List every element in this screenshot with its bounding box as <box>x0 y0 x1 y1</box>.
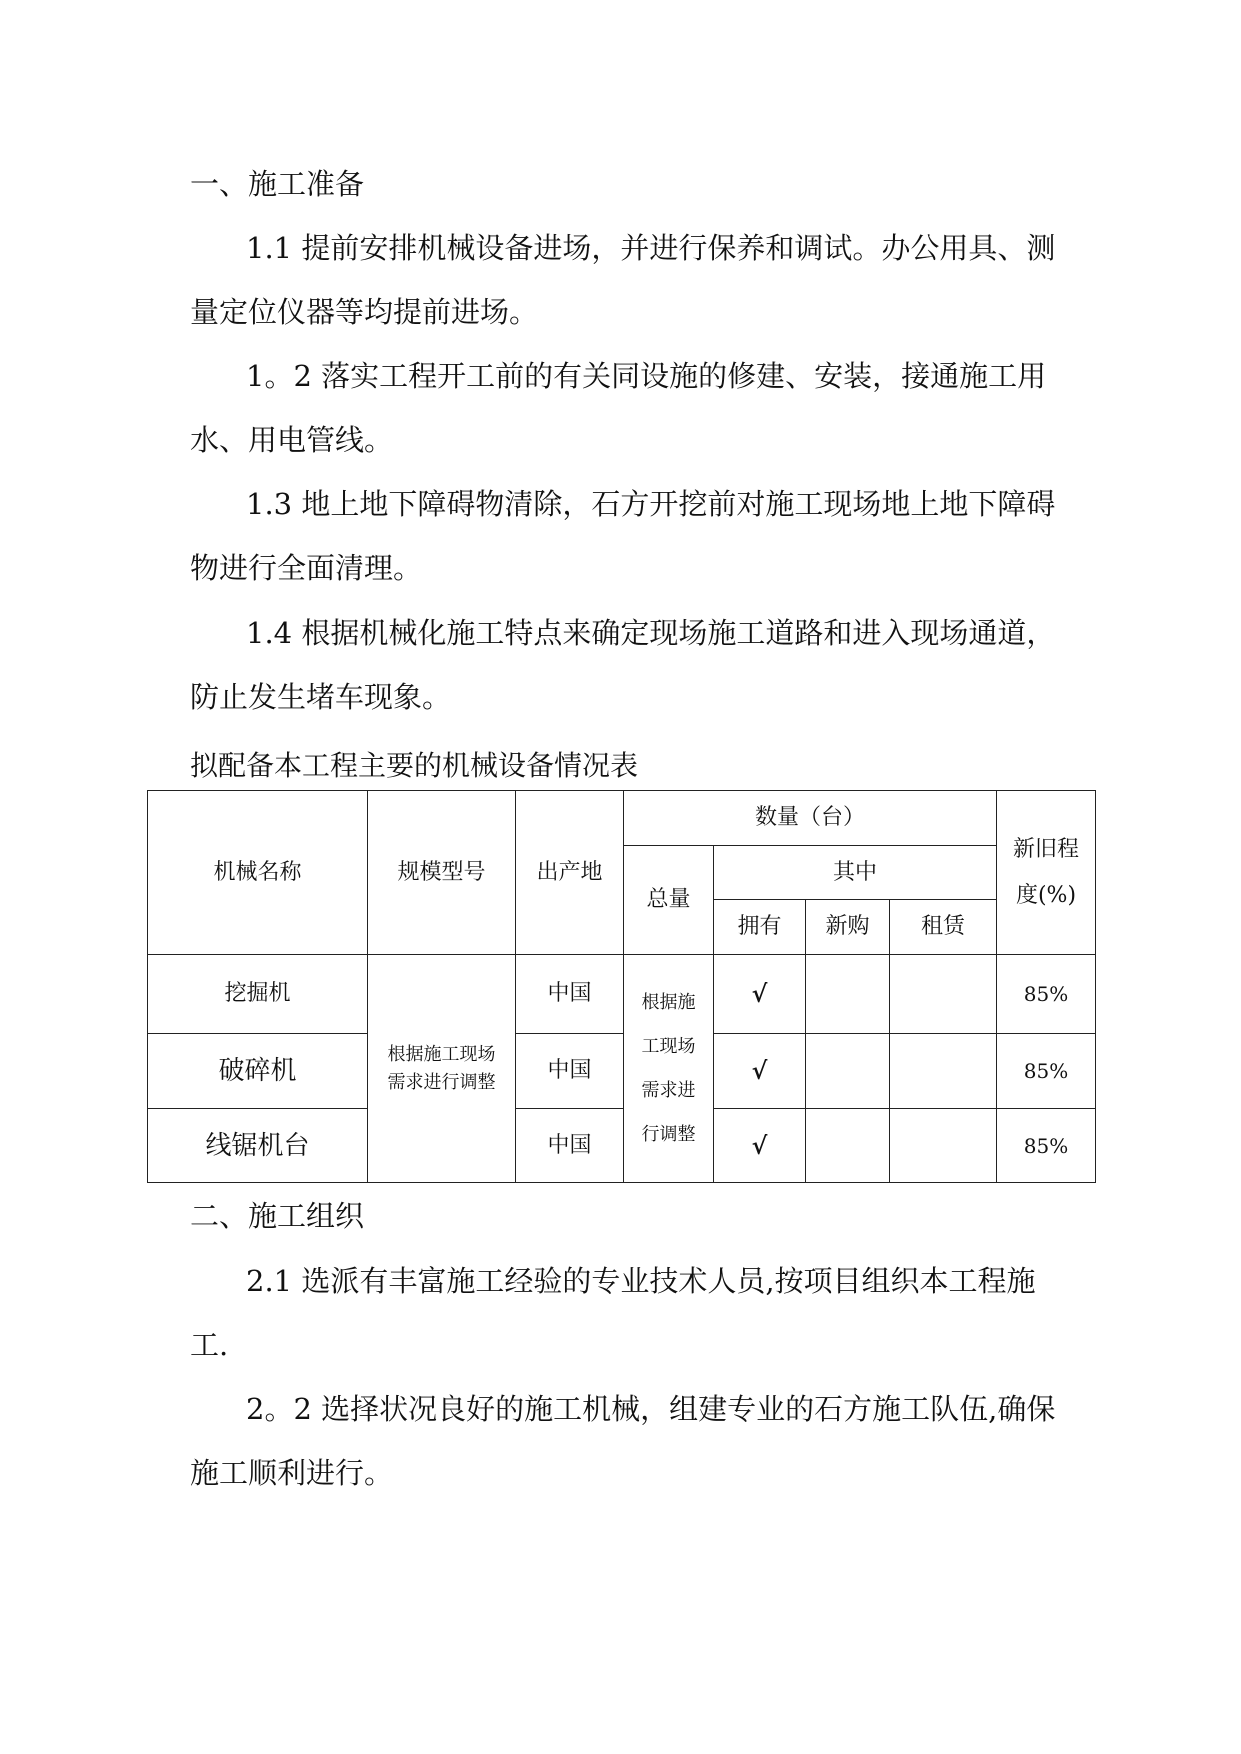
row-1-condition: 85% <box>997 955 1096 1034</box>
model-note <box>368 955 516 1183</box>
total-note-line-4: 行调整 <box>641 1123 696 1145</box>
section-1-heading: 一、施工准备 <box>190 167 365 201</box>
header-condition <box>997 791 1096 955</box>
item-1-3-line-2: 物进行全面清理。 <box>190 551 423 585</box>
table-row <box>148 1034 1096 1109</box>
header-total: 总量 <box>624 846 714 955</box>
model-note-line-2: 需求进行调整 <box>387 1071 496 1093</box>
header-condition-line-2: 度(%) <box>1015 882 1077 908</box>
item-1-2-line-1: 1。2 落实工程开工前的有关同设施的修建、安装，接通施工用 <box>246 359 1047 393</box>
header-origin: 出产地 <box>516 791 624 955</box>
row-3-origin: 中国 <box>516 1109 624 1183</box>
item-1-3-line-1: 1.3 地上地下障碍物清除，石方开挖前对施工现场地上地下障碍 <box>246 487 1056 521</box>
row-2-owned-check: √ <box>714 1034 806 1109</box>
row-3-leased <box>890 1109 997 1183</box>
header-of-which: 其中 <box>714 846 997 900</box>
row-2-leased <box>890 1034 997 1109</box>
row-3-owned-check: √ <box>714 1109 806 1183</box>
row-1-name: 挖掘机 <box>148 955 368 1034</box>
item-2-2-line-1: 2。2 选择状况良好的施工机械，组建专业的石方施工队伍,确保 <box>246 1392 1056 1426</box>
total-note <box>624 955 714 1183</box>
total-note-line-2: 工现场 <box>641 1035 696 1057</box>
row-1-new <box>806 955 890 1034</box>
section-2-heading: 二、施工组织 <box>190 1199 365 1233</box>
header-machine-name: 机械名称 <box>148 791 368 955</box>
header-quantity: 数量（台） <box>624 791 997 846</box>
item-1-1-line-1: 1.1 提前安排机械设备进场，并进行保养和调试。办公用具、测 <box>246 231 1056 265</box>
table-row <box>148 955 1096 1034</box>
header-model: 规模型号 <box>368 791 516 955</box>
row-2-name: 破碎机 <box>148 1034 368 1109</box>
item-1-4-line-2: 防止发生堵车现象。 <box>190 680 452 714</box>
item-1-2-line-2: 水、用电管线。 <box>190 423 394 457</box>
model-note-line-1: 根据施工现场 <box>387 1043 496 1065</box>
table-row <box>148 1109 1096 1183</box>
item-2-1-line-2: 工. <box>190 1328 229 1362</box>
item-2-2-line-2: 施工顺利进行。 <box>190 1456 394 1490</box>
row-2-origin: 中国 <box>516 1034 624 1109</box>
total-note-line-1: 根据施 <box>641 991 696 1013</box>
header-condition-line-1: 新旧程 <box>1013 836 1080 862</box>
table-caption: 拟配备本工程主要的机械设备情况表 <box>190 749 639 782</box>
row-3-name: 线锯机台 <box>148 1109 368 1183</box>
item-1-4-line-1: 1.4 根据机械化施工特点来确定现场施工道路和进入现场通道， <box>246 616 1056 650</box>
item-1-1-line-2: 量定位仪器等均提前进场。 <box>190 295 539 329</box>
row-2-condition: 85% <box>997 1034 1096 1109</box>
total-note-line-3: 需求进 <box>641 1079 696 1101</box>
header-owned: 拥有 <box>714 900 806 955</box>
row-1-owned-check: √ <box>714 955 806 1034</box>
row-3-new <box>806 1109 890 1183</box>
header-new: 新购 <box>806 900 890 955</box>
header-leased: 租赁 <box>890 900 997 955</box>
row-3-condition: 85% <box>997 1109 1096 1183</box>
row-1-leased <box>890 955 997 1034</box>
equipment-table <box>147 790 1096 1183</box>
row-2-new <box>806 1034 890 1109</box>
row-1-origin: 中国 <box>516 955 624 1034</box>
item-2-1-line-1: 2.1 选派有丰富施工经验的专业技术人员,按项目组织本工程施 <box>246 1264 1036 1298</box>
